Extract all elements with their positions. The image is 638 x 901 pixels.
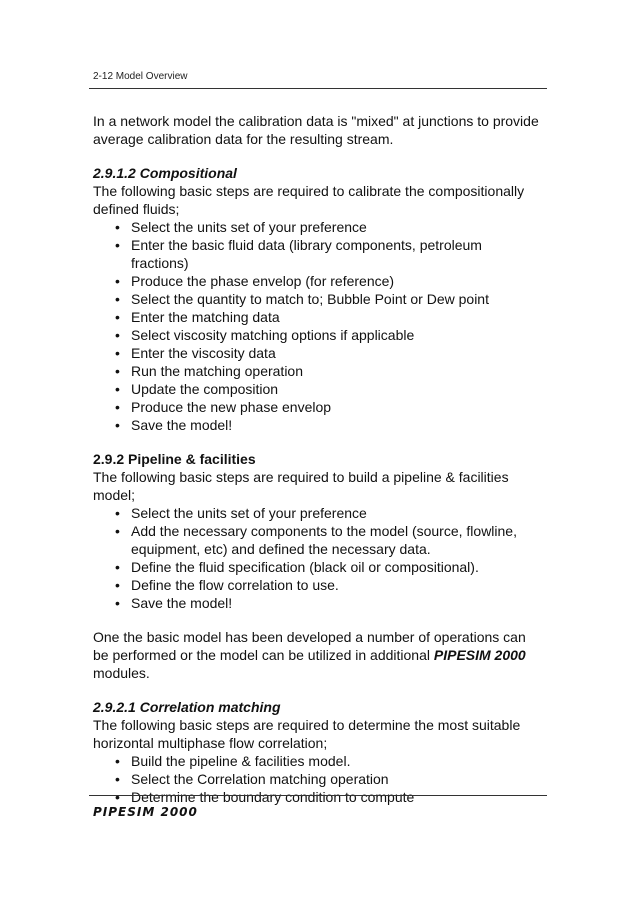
product-name: PIPESIM 2000 xyxy=(433,647,526,663)
list-item: • Enter the matching data xyxy=(131,308,543,326)
list-item: • Select the quantity to match to; Bubble Point or Dew point xyxy=(131,290,543,308)
correlation-heading: 2.9.2.1 Correlation matching xyxy=(93,699,281,715)
list-item: • Build the pipeline & facilities model. xyxy=(131,752,543,770)
closing-text-end: modules. xyxy=(93,665,150,681)
closing-text-start: One the basic model has been developed a number of operations can be performed or the model can be utilized in additional xyxy=(93,629,526,663)
compositional-heading: 2.9.1.2 Compositional xyxy=(93,165,237,181)
list-item: • Produce the phase envelop (for reference) xyxy=(131,272,543,290)
list-item: • Run the matching operation xyxy=(131,362,543,380)
list-item: • Select viscosity matching options if applicable xyxy=(131,326,543,344)
page-content xyxy=(93,112,543,806)
list-item: • Save the model! xyxy=(131,594,543,612)
intro-paragraph: In a network model the calibration data is "mixed" at junctions to provide average calibration data for the resulting stream. xyxy=(93,113,539,147)
list-item: • Define the fluid specification (black oil or compositional). xyxy=(131,558,543,576)
pipeline-lead: The following basic steps are required to build a pipeline & facilities model; xyxy=(93,469,509,503)
running-header: 2-12 Model Overview xyxy=(93,71,188,82)
compositional-lead: The following basic steps are required to calibrate the compositionally defined fluids; xyxy=(93,183,525,217)
list-item: • Select the units set of your preference xyxy=(131,504,543,522)
list-item: • Define the flow correlation to use. xyxy=(131,576,543,594)
running-footer: PIPESIM 2000 xyxy=(93,805,198,819)
compositional-steps xyxy=(93,218,543,434)
correlation-lead: The following basic steps are required to determine the most suitable horizontal multiphase flow correlation; xyxy=(93,717,521,751)
correlation-steps xyxy=(93,752,543,806)
list-item: • Select the Correlation matching operation xyxy=(131,770,543,788)
header-rule xyxy=(89,88,547,89)
list-item: • Add the necessary components to the model (source, flowline, equipment, etc) and defined the necessary data. xyxy=(131,522,543,558)
list-item: • Enter the basic fluid data (library components, petroleum fractions) xyxy=(131,236,543,272)
list-item: • Determine the boundary condition to compute xyxy=(131,788,543,806)
footer-rule xyxy=(89,795,547,796)
pipeline-steps xyxy=(93,504,543,612)
list-item: • Enter the viscosity data xyxy=(131,344,543,362)
list-item: • Select the units set of your preference xyxy=(131,218,543,236)
pipeline-heading: 2.9.2 Pipeline & facilities xyxy=(93,451,256,467)
list-item: • Update the composition xyxy=(131,380,543,398)
list-item: • Produce the new phase envelop xyxy=(131,398,543,416)
closing-paragraph xyxy=(93,628,543,682)
list-item: • Save the model! xyxy=(131,416,543,434)
